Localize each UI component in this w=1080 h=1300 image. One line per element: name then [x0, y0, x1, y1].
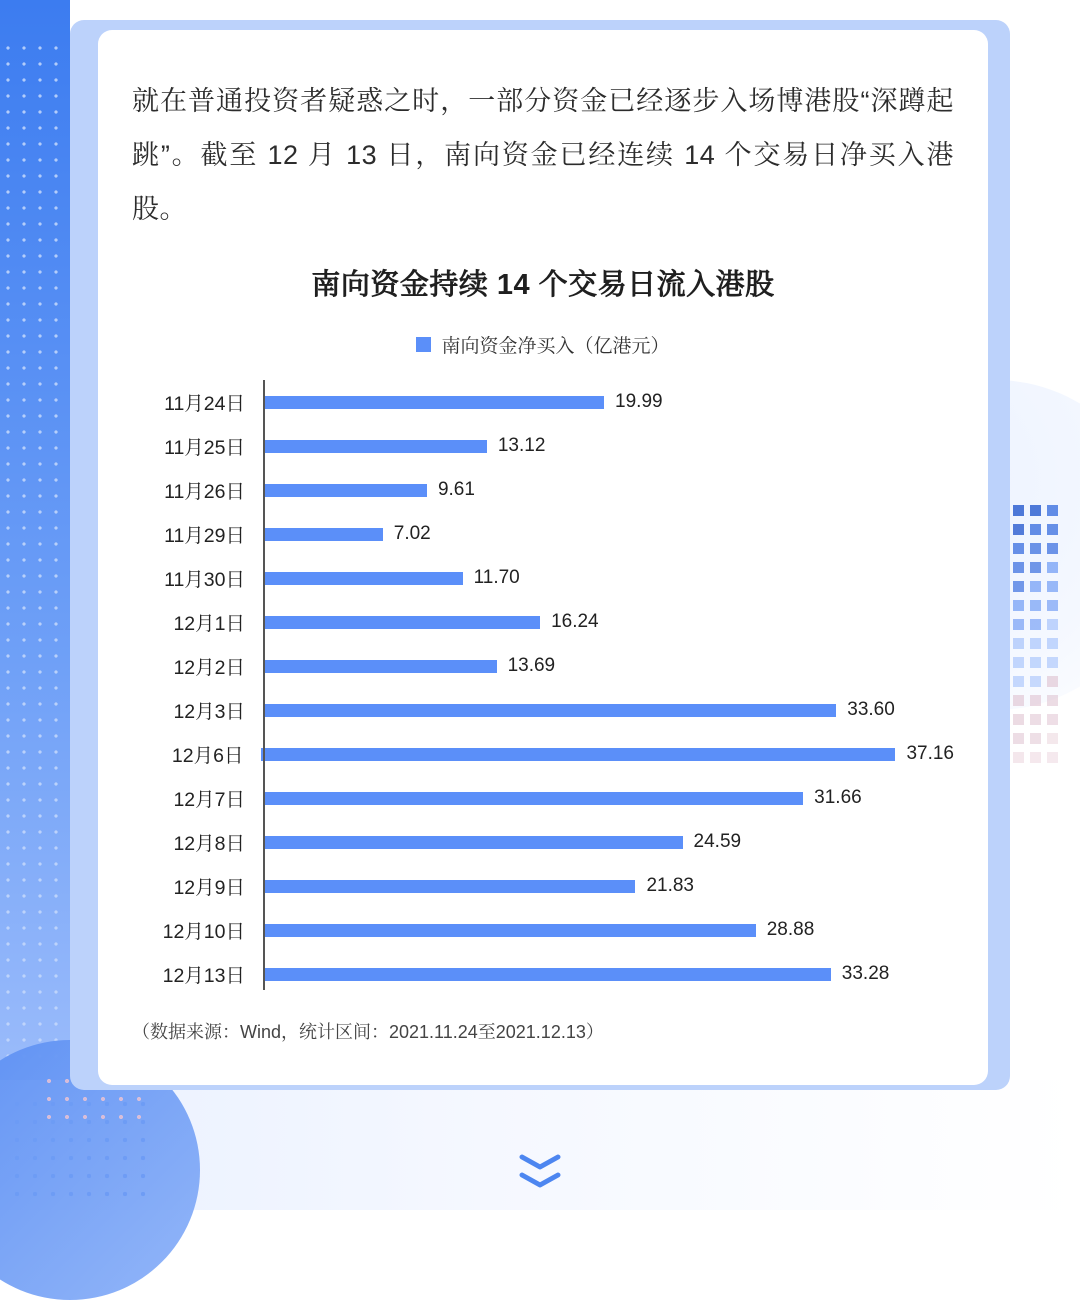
- bar-container: [257, 391, 954, 413]
- bar-container: [257, 963, 954, 985]
- legend-swatch: [416, 337, 431, 352]
- chart-row: [132, 468, 954, 512]
- left-dot-pattern: [0, 40, 60, 1060]
- chart-row: [132, 820, 954, 864]
- bar-container: [257, 611, 954, 633]
- category-label: 11月24日: [164, 393, 245, 415]
- category-label: 11月26日: [164, 481, 245, 503]
- category-label: 12月10日: [162, 921, 245, 943]
- bar-value-label: 16.24: [551, 611, 599, 632]
- source-note: （数据来源：Wind，统计区间：2021.11.24至2021.12.13）: [132, 1022, 604, 1042]
- chart-row: [132, 688, 954, 732]
- category-label: 11月30日: [164, 569, 245, 591]
- bar: [263, 396, 604, 409]
- chart-row: [132, 776, 954, 820]
- bar-container: [257, 919, 954, 941]
- bar-container: [257, 523, 954, 545]
- bar-value-label: 31.66: [814, 787, 862, 808]
- bar-container: [257, 655, 954, 677]
- chevron-down-icon-secondary: [518, 1172, 562, 1188]
- bar-value-label: 21.83: [646, 875, 694, 896]
- bar: [263, 616, 540, 629]
- category-label: 12月2日: [173, 657, 245, 679]
- bar-container: [257, 875, 954, 897]
- chart-row: [132, 512, 954, 556]
- category-label: 11月25日: [164, 437, 245, 459]
- chart-row: [132, 380, 954, 424]
- bar: [263, 704, 836, 717]
- chart-row: [132, 864, 954, 908]
- bar: [263, 836, 683, 849]
- bar-value-label: 28.88: [766, 919, 815, 940]
- chart-title: 南向资金持续 14 个交易日流入港股: [311, 269, 775, 301]
- bar: [263, 440, 487, 453]
- bar-value-label: 33.28: [841, 963, 890, 984]
- bar: [263, 572, 463, 585]
- bar: [261, 748, 895, 761]
- bar-container: [257, 699, 954, 721]
- category-label: 12月13日: [162, 965, 245, 987]
- bar: [263, 528, 383, 541]
- lede-paragraph: 就在普通投资者疑惑之时，一部分资金已经逐步入场博港股“深蹲起跳”。截至 12 月 13 日，南向资金已经连续 14 个交易日净买入港股。: [132, 86, 954, 224]
- bar-value-label: 7.02: [393, 523, 431, 544]
- category-label: 12月8日: [173, 833, 245, 855]
- bar-chart: [132, 380, 954, 996]
- bar-value-label: 19.99: [615, 391, 663, 412]
- chart-row: [132, 600, 954, 644]
- category-label: 12月1日: [173, 613, 245, 635]
- bar: [263, 968, 831, 981]
- category-label: 12月7日: [173, 789, 245, 811]
- chart-row: [132, 952, 954, 996]
- bar: [263, 880, 635, 893]
- bar: [263, 484, 427, 497]
- bar-value-label: 9.61: [437, 479, 475, 500]
- bar-container: [257, 831, 954, 853]
- bar: [263, 924, 756, 937]
- bar-value-label: 37.16: [906, 743, 954, 764]
- bar-value-label: 11.70: [473, 567, 520, 588]
- category-label: 12月3日: [173, 701, 245, 723]
- bar-value-label: 13.12: [497, 435, 546, 456]
- chart-legend: [132, 331, 954, 358]
- bar-value-label: 33.60: [847, 699, 895, 720]
- bar-container: [255, 743, 954, 765]
- chart-row: [132, 908, 954, 952]
- bar-value-label: 24.59: [693, 831, 742, 852]
- bar-container: [257, 567, 954, 589]
- content-card: [98, 30, 988, 1085]
- chevron-down-icon: [518, 1154, 562, 1170]
- bar: [263, 792, 803, 805]
- category-label: 11月29日: [164, 525, 245, 547]
- y-axis-line: [263, 380, 265, 990]
- bar-container: [257, 479, 954, 501]
- chart-row: [132, 424, 954, 468]
- bar-container: [257, 787, 954, 809]
- scroll-down-indicator[interactable]: [0, 1154, 1080, 1188]
- category-label: 12月6日: [171, 745, 244, 767]
- bar-value-label: 13.69: [507, 655, 556, 676]
- category-label: 12月9日: [173, 877, 245, 899]
- chart-row: [132, 732, 954, 776]
- chart-row: [132, 556, 954, 600]
- bar-container: [257, 435, 954, 457]
- chart-row: [132, 644, 954, 688]
- legend-label: 南向资金净买入（亿港元）: [441, 336, 670, 357]
- bar: [263, 660, 497, 673]
